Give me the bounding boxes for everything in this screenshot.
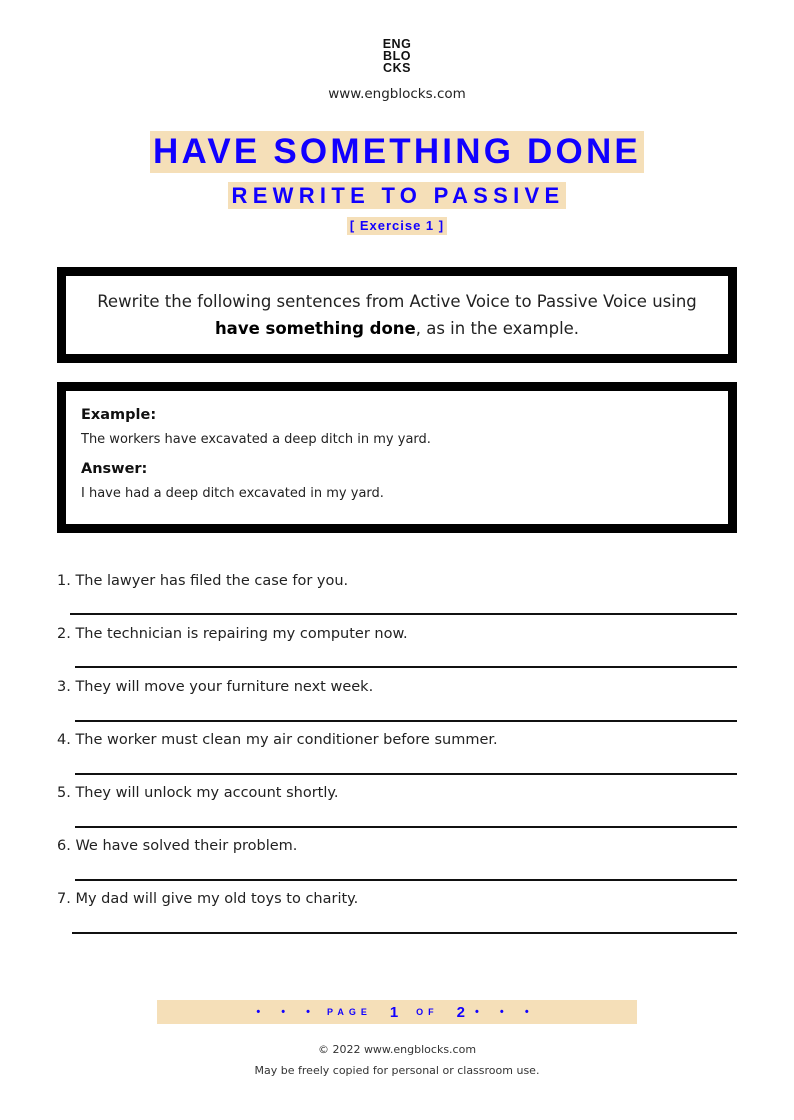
logo-line: CKS <box>383 61 411 75</box>
engblocks-logo <box>0 38 794 74</box>
answer-line-1[interactable] <box>70 613 737 615</box>
question-7: 7. My dad will give my old toys to charity. <box>57 891 359 907</box>
site-url: www.engblocks.com <box>328 86 466 102</box>
page-indicator <box>157 1000 637 1024</box>
page-current: 1 <box>389 1003 399 1021</box>
answer-label: Answer: <box>81 461 148 477</box>
answer-line-7[interactable] <box>72 932 737 934</box>
logo-line: ENG <box>382 37 412 51</box>
instructions-bold-phrase: have something done <box>214 319 416 338</box>
worksheet-title: HAVE SOMETHING DONE <box>150 131 644 173</box>
of-word: OF <box>416 1007 439 1017</box>
question-5: 5. They will unlock my account shortly. <box>57 785 339 801</box>
license-note: May be freely copied for personal or classroom use. <box>254 1064 540 1077</box>
example-sentence: The workers have excavated a deep ditch in my yard. <box>81 432 431 447</box>
answer-line-6[interactable] <box>75 879 737 881</box>
worksheet-subtitle: REWRITE TO PASSIVE <box>228 182 567 209</box>
instructions-text <box>80 288 714 342</box>
answer-line-3[interactable] <box>75 720 737 722</box>
answer-line-5[interactable] <box>75 826 737 828</box>
instructions-text-before: Rewrite the following sentences from Active Voice to Passive Voice using <box>97 292 697 311</box>
answer-line-4[interactable] <box>75 773 737 775</box>
question-2: 2. The technician is repairing my computer now. <box>57 626 408 642</box>
instructions-text-after: , as in the example. <box>415 319 580 338</box>
logo-line: BLO <box>383 49 411 63</box>
dots-right: • • • <box>475 1006 538 1018</box>
question-3: 3. They will move your furniture next week. <box>57 679 374 695</box>
exercise-number: [ Exercise 1 ] <box>347 217 447 235</box>
answer-line-2[interactable] <box>75 666 737 668</box>
instructions-box <box>57 267 737 363</box>
question-1: 1. The lawyer has filed the case for you. <box>57 573 349 589</box>
question-6: 6. We have solved their problem. <box>57 838 298 854</box>
page-total: 2 <box>456 1003 466 1021</box>
question-4: 4. The worker must clean my air conditioner before summer. <box>57 732 498 748</box>
dots-left: • • • <box>256 1006 319 1018</box>
page-word: PAGE <box>326 1007 372 1017</box>
answer-sentence: I have had a deep ditch excavated in my yard. <box>81 486 384 501</box>
copyright: © 2022 www.engblocks.com <box>317 1043 477 1056</box>
example-label: Example: <box>81 407 157 423</box>
example-box <box>57 382 737 533</box>
